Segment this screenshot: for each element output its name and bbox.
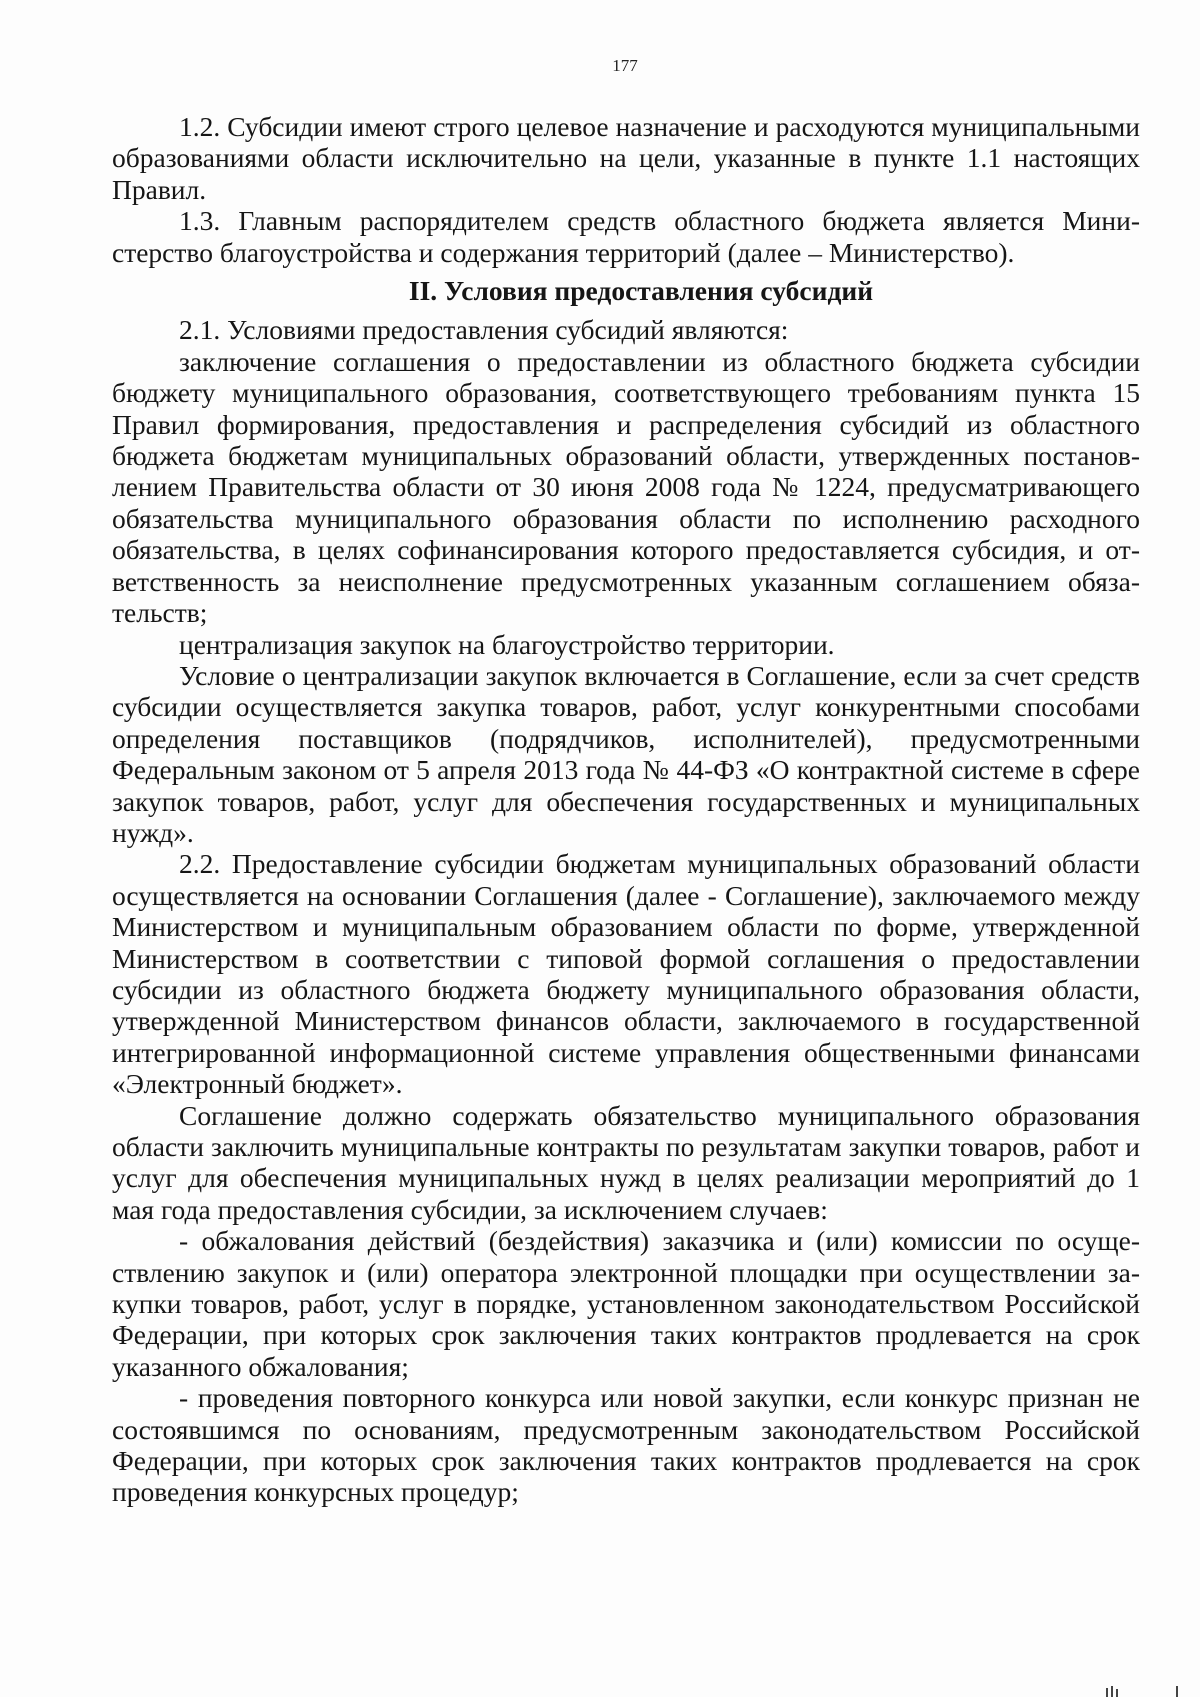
paragraph-2-1: 2.1. Условиями предоставления субсидий являются: [179,314,789,346]
scan-mark [1111,1686,1113,1697]
paragraph-agreement-condition: заключение соглашения о предоставлении из областного бюджета субсидии бюджету муниципального образования, соответствующего требованиям пункта 15 Правил формирования, предоставления и распределения субсидий из областного бюджета бюджетам муниципальных образований области, утвержденных постановлением Правительства области от 30 июня 2008 года № 1224, предусматривающего обязательства муниципального образования области по исполнению расходного обязательства, в целях софинансирования которого предоставляется субсидия, и ответственность за неисполнение предусмотренных указанным соглашением обязательств; [112,345,1140,629]
paragraph-centralization-condition: Условие о централизации закупок включается в Соглашение, если за счет средств субсидии осуществляется закупка товаров, работ, услуг конкурентными способами определения поставщиков (подрядчиков, исполнителей), предусмотренными Федеральным законом от 5 апреля 2013 года № 44-ФЗ «О контрактной системе в сфере закупок товаров, работ, услуг для обеспечения государственных и муниципальных нужд». [112,659,1140,848]
scan-mark [1176,1686,1178,1697]
document-body [112,111,1140,1508]
list-item-repeat-contest: - проведения повторного конкурса или новой закупки, если конкурс признан не состоявшимся по основаниям, предусмотренным законодательством Российской Федерации, при которых срок заключения таких контрактов продлевается на срок проведения конкурсных процедур; [112,1382,1140,1508]
list-item-appeal: - обжалования действий (бездействия) заказчика и (или) комиссии по осуществлению закупок и (или) оператора электронной площадки при осуществлении закупки товаров, работ, услуг в порядке, установленном законодательством Российской Федерации, при которых срок заключения таких контрактов продлевается на срок указанного обжалования; [112,1225,1140,1382]
scan-mark [1106,1688,1108,1697]
paragraph-1-2: 1.2. Субсидии имеют строго целевое назначение и расходуются муниципальными образованиями области исключительно на цели, указанные в пункте 1.1 настоящих Правил. [112,111,1140,205]
paragraph-2-2: 2.2. Предоставление субсидии бюджетам муниципальных образований области осуществляется на основании Соглашения (далее - Соглашение), заключаемого между Министерством и муниципальным образованием области по форме, утвержденной Министерством в соответствии с типовой формой соглашения о предоставлении субсидии из областного бюджета бюджету муниципального образования области, утвержденной Министерством финансов области, заключаемого в государственной интегрированной информационной системе управления общественными финансами «Электронный бюджет». [112,848,1140,1100]
page-number: 177 [612,56,638,75]
section-heading: II. Условия предоставления субсидий [408,275,874,307]
paragraph-agreement-obligation: Соглашение должно содержать обязательство муниципального образования области заключить муниципальные контракты по результатам закупки товаров, работ и услуг для обеспечения муниципальных нужд в целях реализации мероприятий до 1 мая года предоставления субсидии, за исключением случаев: [112,1099,1140,1225]
scan-mark [1116,1689,1118,1697]
paragraph-1-3: 1.3. Главным распорядителем средств областного бюджета является Министерство благоустройства и содержания территорий (далее – Министерство). [112,205,1140,268]
paragraph-centralization: централизация закупок на благоустройство территории. [179,628,835,660]
